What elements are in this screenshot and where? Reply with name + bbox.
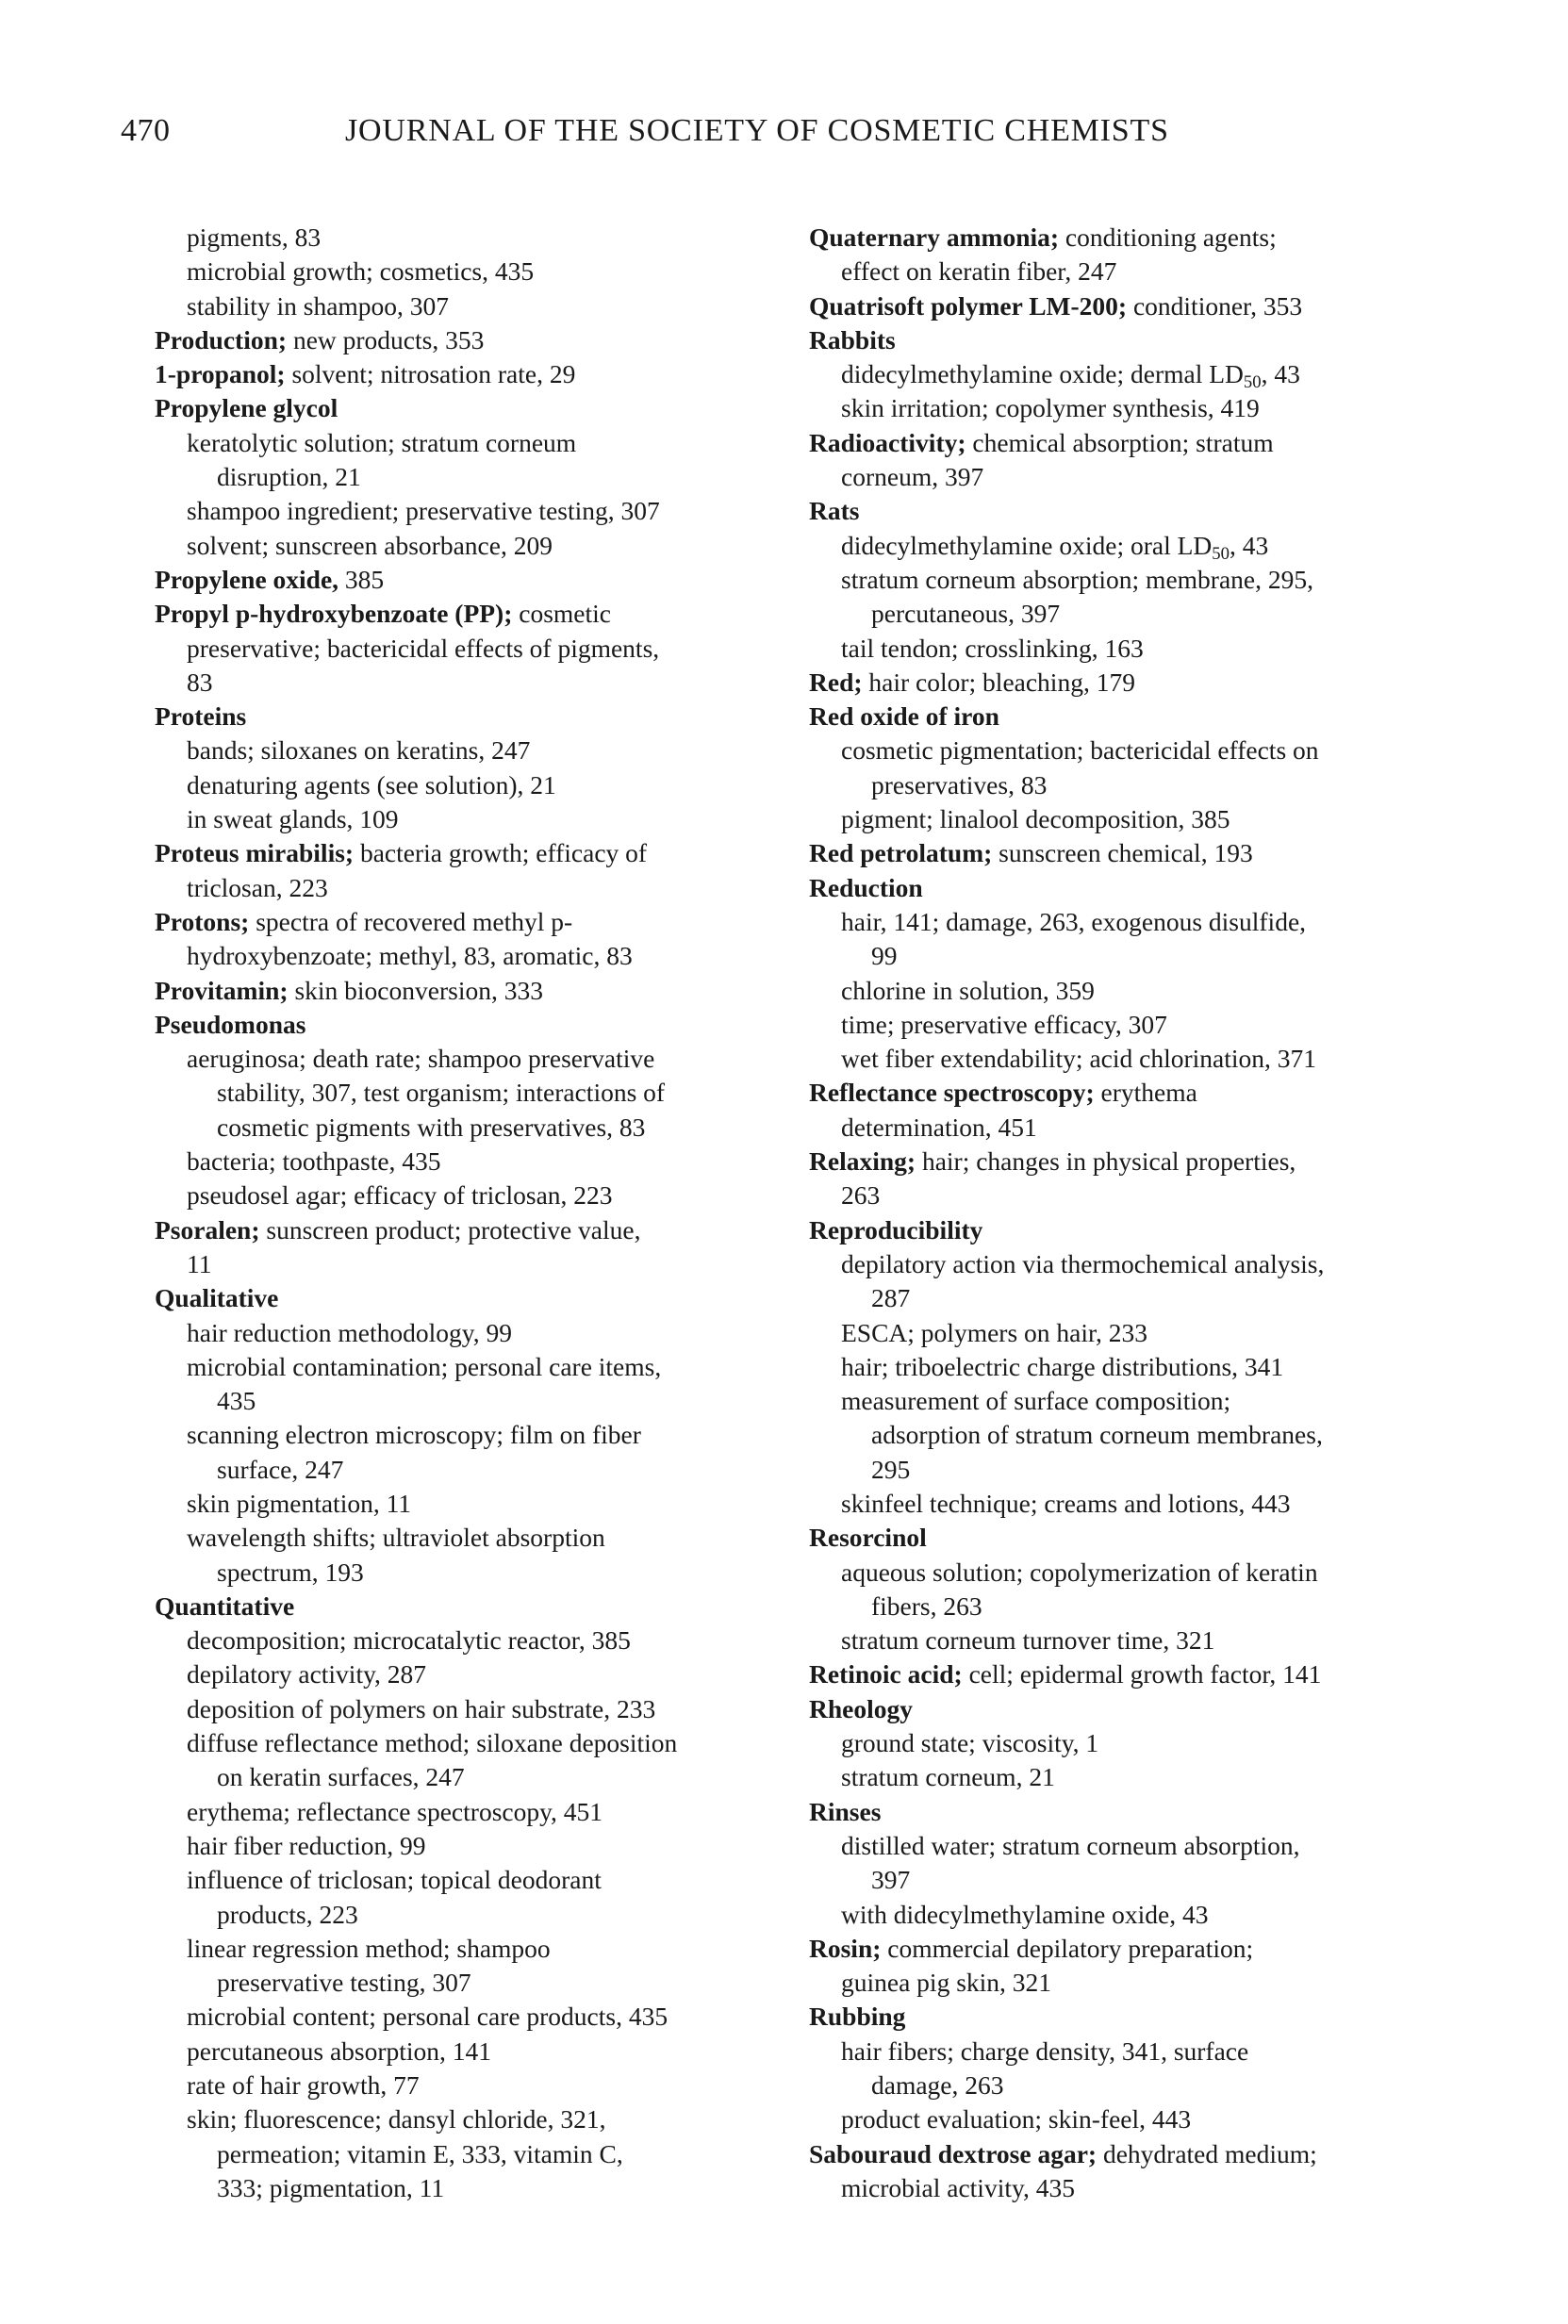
index-subentry: stability in shampoo, 307: [187, 290, 450, 321]
index-subentry: stratum corneum, 21: [841, 1762, 1055, 1792]
index-continuation: preservatives, 83: [871, 769, 1048, 799]
index-continuation: stability, 307, test organism; interactions of: [217, 1078, 666, 1108]
index-continuation: 263: [841, 1180, 881, 1211]
index-column-left: [155, 221, 777, 2205]
index-continuation: corneum, 397: [841, 462, 984, 492]
index-heading: Reproducibility: [809, 1214, 983, 1244]
index-heading: Rubbing: [809, 2002, 906, 2032]
index-entry: [809, 289, 1441, 323]
index-entry-text: solvent; nitrosation rate, 29: [285, 359, 576, 389]
index-subentry: bands; siloxanes on keratins, 247: [187, 735, 531, 766]
index-entry: [155, 323, 777, 357]
index-subentry: wavelength shifts; ultraviolet absorption: [187, 1523, 605, 1553]
index-subentry: wet fiber extendability; acid chlorination, 371: [841, 1044, 1317, 1074]
index-subentry: measurement of surface composition;: [841, 1386, 1231, 1416]
index-entry-text: cosmetic: [512, 599, 611, 629]
index-subentry: solvent; sunscreen absorbance, 209: [187, 530, 553, 560]
index-entry: [809, 1145, 1441, 1178]
index-term: Retinoic acid;: [809, 1659, 963, 1689]
index-subentry: rate of hair growth, 77: [187, 2070, 420, 2101]
index-subentry: cosmetic pigmentation; bactericidal effects on: [841, 735, 1319, 766]
index-entry: [155, 974, 777, 1008]
index-subentry: hair fibers; charge density, 341, surface: [841, 2036, 1249, 2066]
index-continuation: disruption, 21: [217, 462, 361, 492]
index-heading: Reduction: [809, 872, 923, 902]
index-subentry: depilatory activity, 287: [187, 1659, 427, 1689]
index-subentry: [809, 529, 1441, 563]
index-subentry: [809, 357, 1441, 391]
index-term: 1-propanol;: [155, 359, 286, 389]
index-term: Propylene oxide,: [155, 564, 339, 594]
index-subentry: linear regression method; shampoo: [187, 1933, 551, 1963]
index-subentry: pseudosel agar; efficacy of triclosan, 223: [187, 1180, 613, 1211]
index-subentry: time; preservative efficacy, 307: [841, 1009, 1167, 1039]
journal-title: JOURNAL OF THE SOCIETY OF COSMETIC CHEMISTS: [345, 113, 1169, 148]
index-subentry: microbial content; personal care products, 435: [187, 2002, 668, 2032]
index-entry: [155, 597, 777, 631]
index-subentry: keratolytic solution; stratum corneum: [187, 427, 577, 457]
index-continuation: effect on keratin fiber, 247: [841, 256, 1117, 287]
index-subentry: erythema; reflectance spectroscopy, 451: [187, 1796, 603, 1826]
index-continuation: fibers, 263: [871, 1591, 982, 1621]
index-entry-text: 385: [338, 564, 385, 594]
index-entry-text: didecylmethylamine oxide; oral LD: [841, 530, 1213, 560]
index-continuation: 435: [217, 1386, 256, 1416]
index-heading: Propylene glycol: [155, 393, 338, 423]
index-entry: [155, 836, 777, 870]
index-subentry: stratum corneum turnover time, 321: [841, 1625, 1215, 1656]
index-entry-text: conditioner, 353: [1127, 290, 1303, 321]
index-subentry: product evaluation; skin-feel, 443: [841, 2104, 1192, 2134]
index-entry-text: , 43: [1261, 359, 1300, 389]
ld50-subscript: 50: [1243, 372, 1262, 393]
index-continuation: 83: [187, 667, 213, 697]
index-heading: Rinses: [809, 1796, 882, 1826]
index-subentry: hair fiber reduction, 99: [187, 1830, 426, 1860]
index-continuation: cosmetic pigments with preservatives, 83: [217, 1112, 646, 1142]
index-subentry: pigment; linalool decomposition, 385: [841, 804, 1230, 834]
index-entry: [809, 1076, 1441, 1110]
index-term: Radioactivity;: [809, 427, 966, 457]
index-term: Red petrolatum;: [809, 838, 993, 868]
page-number: 470: [121, 113, 171, 148]
index-term: Rosin;: [809, 1933, 882, 1963]
index-entry-text: skin bioconversion, 333: [288, 975, 543, 1005]
index-heading: Proteins: [155, 701, 247, 732]
index-subentry: in sweat glands, 109: [187, 804, 399, 834]
index-continuation: on keratin surfaces, 247: [217, 1762, 465, 1792]
index-entry: [155, 905, 777, 939]
index-entry: [155, 563, 777, 597]
index-subentry: decomposition; microcatalytic reactor, 385: [187, 1625, 631, 1656]
index-subentry: distilled water; stratum corneum absorption,: [841, 1830, 1300, 1860]
index-continuation: percutaneous, 397: [871, 599, 1061, 629]
index-continuation: permeation; vitamin E, 333, vitamin C,: [217, 2138, 623, 2168]
index-subentry: skinfeel technique; creams and lotions, 443: [841, 1488, 1291, 1518]
index-entry-text: spectra of recovered methyl p-: [249, 906, 573, 936]
index-term: Proteus mirabilis;: [155, 838, 355, 868]
index-subentry: pigments, 83: [187, 223, 322, 252]
index-subentry: denaturing agents (see solution), 21: [187, 769, 556, 799]
index-term: Psoralen;: [155, 1214, 260, 1244]
index-heading: Rheology: [809, 1693, 913, 1723]
index-heading: Quantitative: [155, 1591, 295, 1621]
index-subentry: skin irritation; copolymer synthesis, 419: [841, 393, 1260, 423]
index-subentry: ground state; viscosity, 1: [841, 1728, 1099, 1758]
index-entry: [809, 1932, 1441, 1966]
index-heading: Red oxide of iron: [809, 701, 999, 732]
index-subentry: microbial contamination; personal care items,: [187, 1351, 662, 1381]
index-subentry: hair; triboelectric charge distributions, 341: [841, 1351, 1284, 1381]
index-entry: [809, 666, 1441, 700]
index-subentry: hair reduction methodology, 99: [187, 1317, 512, 1347]
ld50-subscript: 50: [1212, 543, 1230, 564]
index-subentry: tail tendon; crosslinking, 163: [841, 633, 1144, 663]
index-entry-text: bacteria growth; efficacy of: [354, 838, 648, 868]
index-subentry: shampoo ingredient; preservative testing, 307: [187, 496, 660, 526]
index-entry: [809, 836, 1441, 870]
index-term: Reflectance spectroscopy;: [809, 1078, 1095, 1108]
index-term: Protons;: [155, 906, 250, 936]
index-entry-text: hair color; bleaching, 179: [862, 667, 1135, 697]
index-continuation: preservative; bactericidal effects of pigments,: [187, 633, 660, 663]
index-term: Red;: [809, 667, 863, 697]
index-heading: Pseudomonas: [155, 1009, 306, 1039]
index-continuation: preservative testing, 307: [217, 1968, 471, 1998]
index-subentry: ESCA; polymers on hair, 233: [841, 1317, 1148, 1347]
index-entry-text: didecylmethylamine oxide; dermal LD: [841, 359, 1244, 389]
index-continuation: guinea pig skin, 321: [841, 1968, 1052, 1998]
index-term: Quaternary ammonia;: [809, 223, 1060, 252]
index-continuation: hydroxybenzoate; methyl, 83, aromatic, 83: [187, 941, 633, 971]
index-term: Quatrisoft polymer LM-200;: [809, 290, 1128, 321]
index-subentry: aqueous solution; copolymerization of keratin: [841, 1557, 1318, 1587]
index-subentry: hair, 141; damage, 263, exogenous disulfide,: [841, 906, 1307, 936]
index-term: Propyl p-hydroxybenzoate (PP);: [155, 599, 513, 629]
index-subentry: depilatory action via thermochemical analysis,: [841, 1248, 1325, 1278]
index-subentry: aeruginosa; death rate; shampoo preservative: [187, 1044, 655, 1074]
index-entry-text: dehydrated medium;: [1097, 2138, 1317, 2168]
index-subentry: diffuse reflectance method; siloxane deposition: [187, 1728, 678, 1758]
index-term: Provitamin;: [155, 975, 289, 1005]
index-continuation: 397: [871, 1865, 911, 1895]
index-entry: [155, 357, 777, 391]
index-continuation: 11: [187, 1248, 212, 1278]
index-subentry: influence of triclosan; topical deodorant: [187, 1865, 602, 1895]
index-subentry: bacteria; toothpaste, 435: [187, 1146, 441, 1177]
index-subentry: microbial growth; cosmetics, 435: [187, 256, 535, 287]
index-subentry: scanning electron microscopy; film on fiber: [187, 1420, 641, 1450]
index-continuation: adsorption of stratum corneum membranes,: [871, 1420, 1323, 1450]
index-heading: Qualitative: [155, 1283, 279, 1313]
index-subentry: percutaneous absorption, 141: [187, 2036, 492, 2066]
index-entry-text: new products, 353: [287, 324, 485, 354]
index-subentry: stratum corneum absorption; membrane, 295,: [841, 564, 1313, 594]
index-entry-text: cell; epidermal growth factor, 141: [962, 1659, 1322, 1689]
index-entry-text: conditioning agents;: [1059, 223, 1277, 252]
index-entry-text: , 43: [1229, 530, 1269, 560]
index-continuation: determination, 451: [841, 1112, 1037, 1142]
index-entry-text: chemical absorption; stratum: [966, 427, 1274, 457]
index-subentry: deposition of polymers on hair substrate, 233: [187, 1693, 656, 1723]
index-heading: Rats: [809, 496, 860, 526]
index-subentry: skin pigmentation, 11: [187, 1488, 412, 1518]
index-entry-text: hair; changes in physical properties,: [916, 1146, 1296, 1177]
index-entry: [809, 2137, 1441, 2171]
index-continuation: spectrum, 193: [217, 1557, 364, 1587]
index-entry-text: commercial depilatory preparation;: [881, 1933, 1254, 1963]
index-entry: [809, 221, 1441, 255]
index-continuation: products, 223: [217, 1899, 358, 1929]
index-continuation: surface, 247: [217, 1454, 344, 1484]
index-subentry: skin; fluorescence; dansyl chloride, 321,: [187, 2104, 606, 2134]
index-entry-text: sunscreen product; protective value,: [259, 1214, 641, 1244]
index-continuation: 295: [871, 1454, 911, 1484]
index-subentry: chlorine in solution, 359: [841, 975, 1095, 1005]
index-term: Relaxing;: [809, 1146, 916, 1177]
index-continuation: 287: [871, 1283, 911, 1313]
index-continuation: microbial activity, 435: [841, 2172, 1075, 2202]
index-subentry: with didecylmethylamine oxide, 43: [841, 1899, 1209, 1929]
index-entry: [155, 1213, 777, 1247]
index-term: Sabouraud dextrose agar;: [809, 2138, 1098, 2168]
index-continuation: triclosan, 223: [187, 872, 328, 902]
index-heading: Rabbits: [809, 324, 896, 354]
page-header: [0, 113, 1568, 170]
index-entry: [809, 426, 1441, 460]
index-continuation: 99: [871, 941, 898, 971]
index-entry-text: sunscreen chemical, 193: [992, 838, 1253, 868]
index-heading: Resorcinol: [809, 1523, 927, 1553]
index-continuation: 333; pigmentation, 11: [217, 2172, 445, 2202]
index-term: Production;: [155, 324, 288, 354]
index-column-right: [809, 221, 1441, 2205]
index-entry: [809, 1657, 1441, 1691]
index-entry-text: erythema: [1094, 1078, 1197, 1108]
index-continuation: damage, 263: [871, 2070, 1004, 2101]
